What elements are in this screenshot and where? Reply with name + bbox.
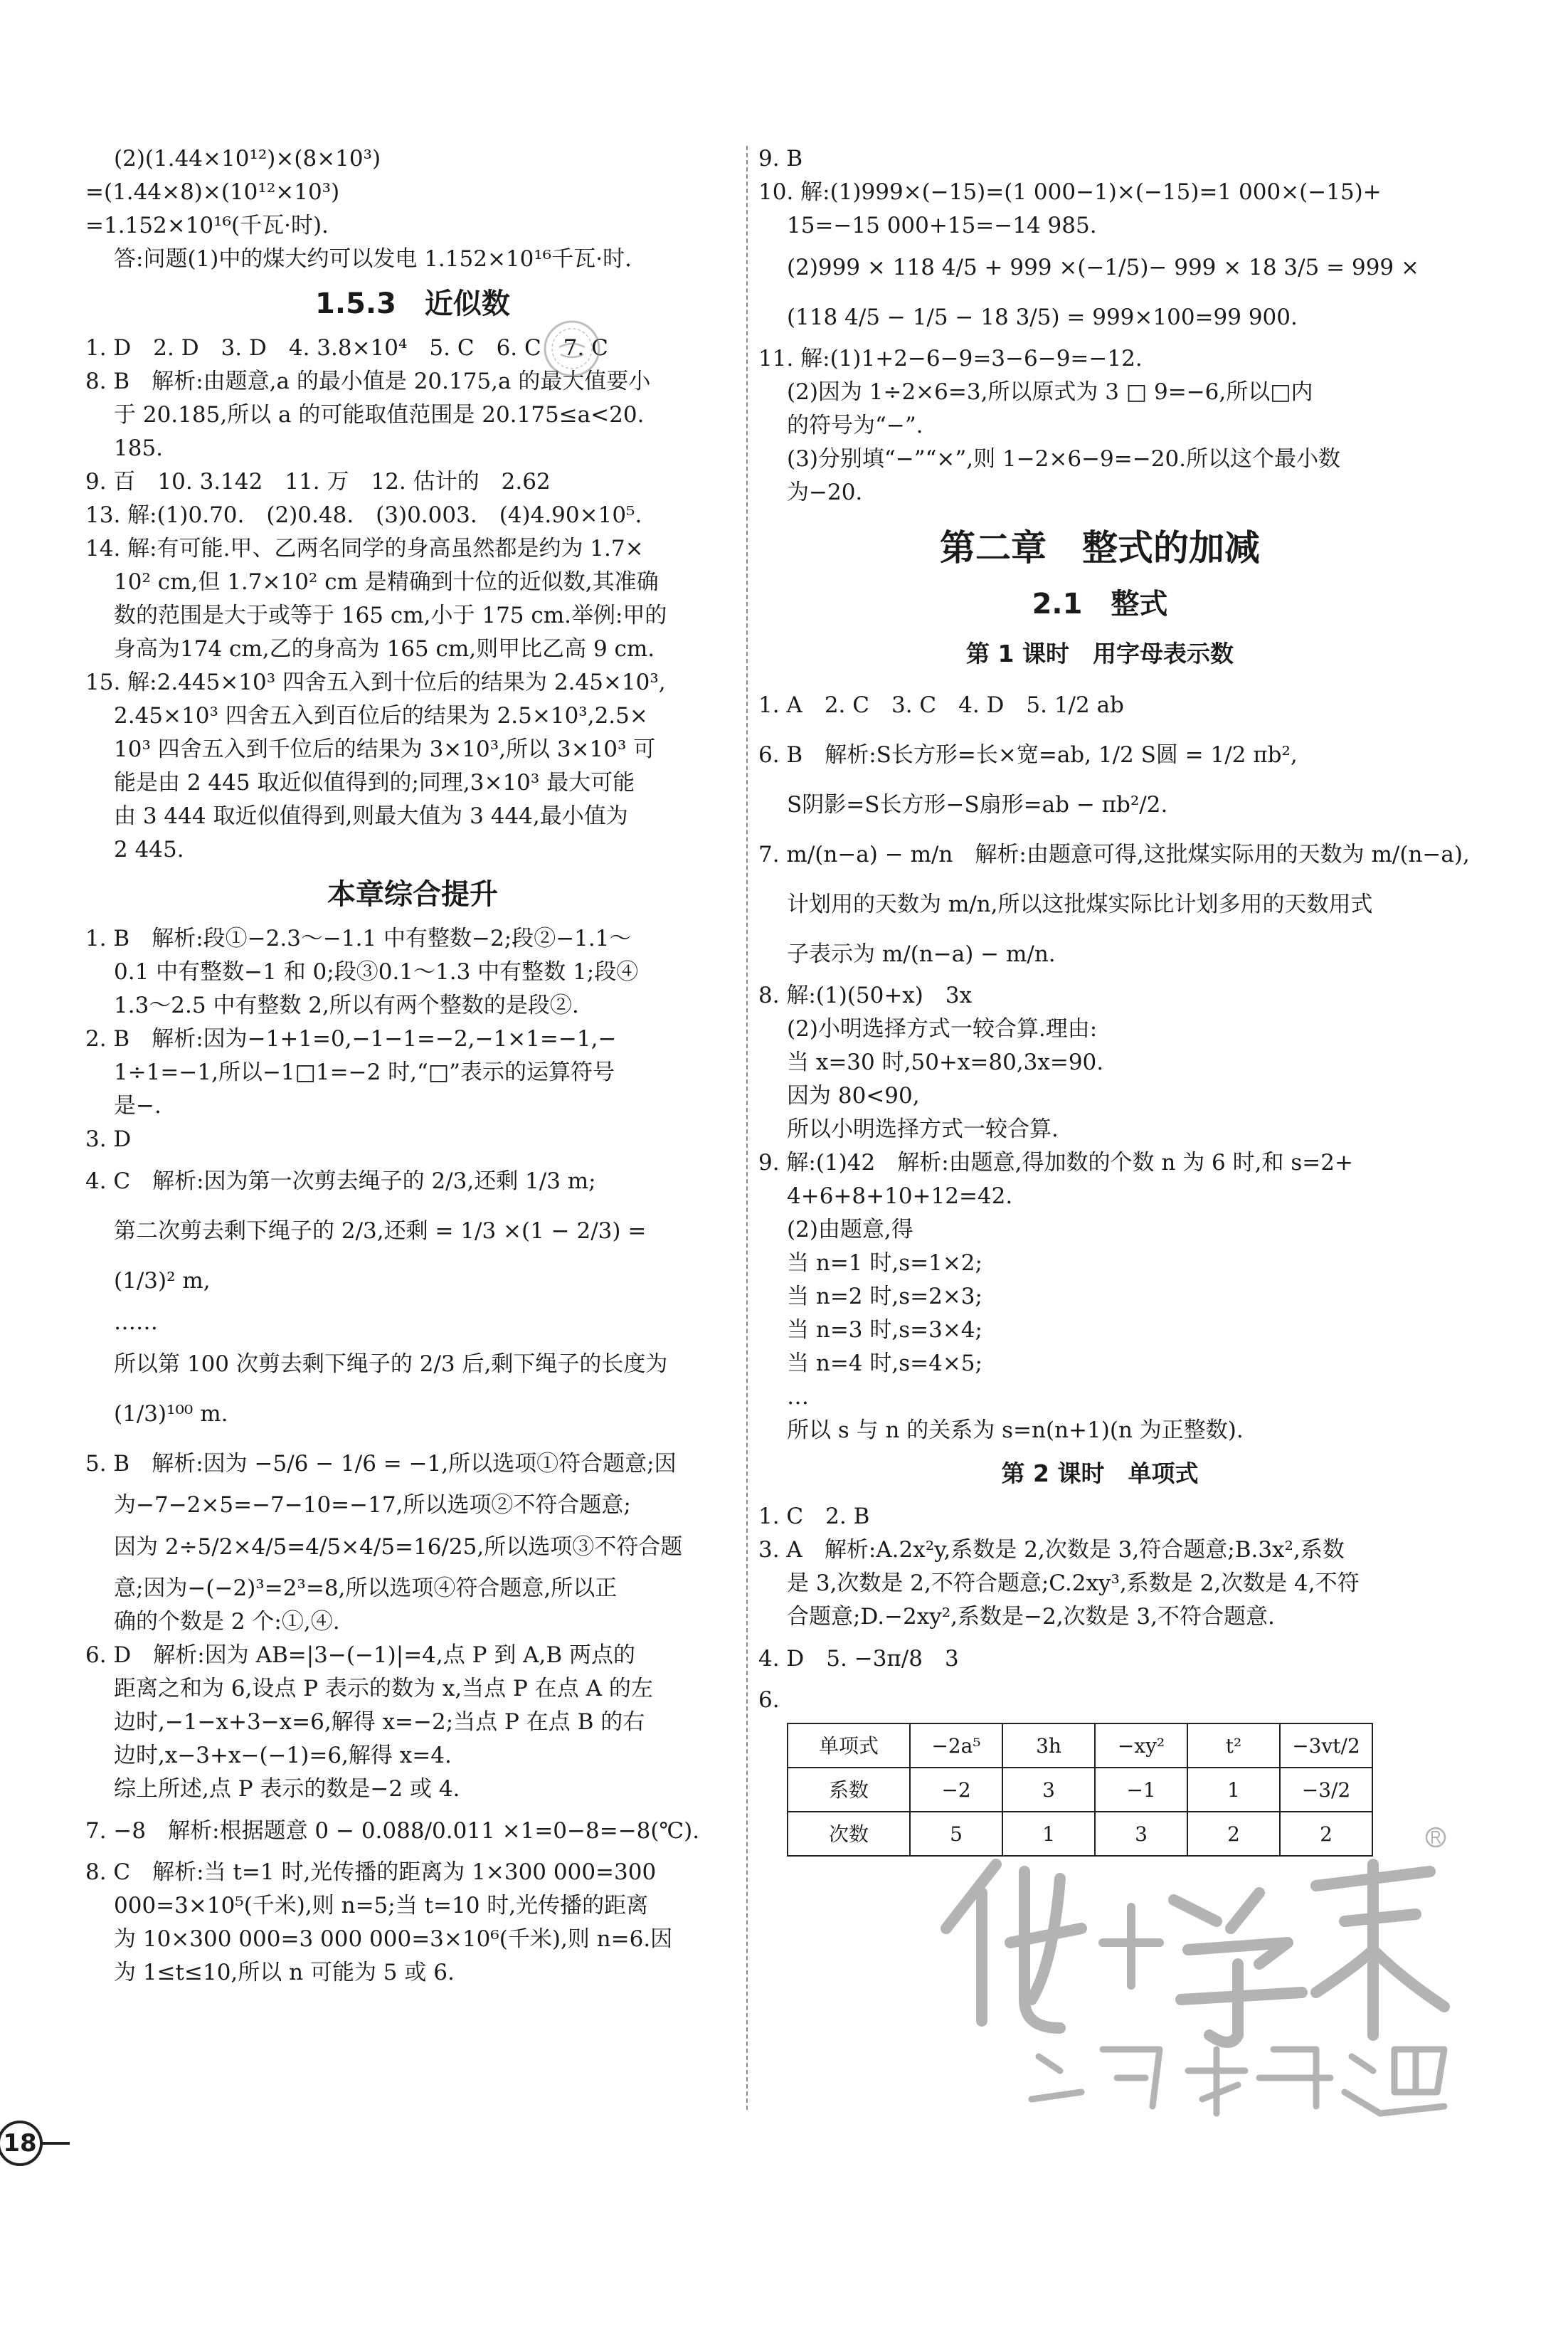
text-line: 因为 80<90, xyxy=(787,1083,920,1109)
text-line: 185. xyxy=(114,435,164,461)
table-cell: −2 xyxy=(910,1768,1002,1812)
section-heading: 1.5.3 近似数 xyxy=(315,287,510,320)
watermark-logo xyxy=(918,1822,1458,2121)
text-line: 边时,x−3+x−(−1)=6,解得 x=4. xyxy=(114,1743,452,1768)
stamp-ring xyxy=(545,322,599,376)
text-line: 当 n=3 时,s=3×4; xyxy=(787,1317,982,1343)
text-line: 综上所述,点 P 表示的数是−2 或 4. xyxy=(114,1776,460,1802)
text-line: (2)(1.44×10¹²)×(8×10³) xyxy=(114,146,381,171)
table-cell: t² xyxy=(1187,1723,1280,1768)
text-line: 3. D xyxy=(85,1126,132,1152)
text-line: 8. 解:(1)(50+x) 3x xyxy=(758,983,973,1008)
text-line: 3. A 解析:A.2x²y,系数是 2,次数是 3,符合题意;B.3x²,系数 xyxy=(758,1537,1345,1563)
text-line: 所以第 100 次剪去剩下绳子的 2/3 后,剩下绳子的长度为 xyxy=(114,1351,668,1377)
text-line: 1. B 解析:段①−2.3～−1.1 中有整数−2;段②−1.1～ xyxy=(85,926,632,951)
table-cell: 3 xyxy=(1095,1812,1187,1856)
text-line: 所以小明选择方式一较合算. xyxy=(787,1116,1059,1142)
text-line: 第二次剪去剩下绳子的 2/3,还剩 = 1/3 ×(1 − 2/3) = xyxy=(114,1218,647,1244)
table-cell: 1 xyxy=(1187,1768,1280,1812)
watermark-glyph xyxy=(1188,2049,1330,2113)
text-line: 14. 解:有可能.甲、乙两名同学的身高虽然都是约为 1.7× xyxy=(85,536,644,561)
text-line: (2)因为 1÷2×6=3,所以原式为 3 □ 9=−6,所以□内 xyxy=(787,379,1313,405)
text-line: 边时,−1−x+3−x=6,解得 x=−2;当点 P 在点 B 的右 xyxy=(114,1709,645,1735)
left-column xyxy=(85,142,740,1990)
lesson-heading: 第 1 课时 用字母表示数 xyxy=(966,640,1234,667)
text-line: 8. B 解析:由题意,a 的最小值是 20.175,a 的最大值要小 xyxy=(85,369,651,394)
registered-mark-r xyxy=(1432,1832,1440,1843)
text-line: 15=−15 000+15=−14 985. xyxy=(787,213,1097,238)
text-line: 000=3×10⁵(千米),则 n=5;当 t=10 时,光传播的距离 xyxy=(114,1893,649,1918)
table-cell: −1 xyxy=(1095,1768,1187,1812)
text-line: 答:问题(1)中的煤大约可以发电 1.152×10¹⁶千瓦·时. xyxy=(114,246,632,272)
text-line: 7. m/(n−a) − m/n 解析:由题意可得,这批煤实际用的天数为 m/(n−a), xyxy=(758,842,1470,867)
text-line: 10. 解:(1)999×(−15)=(1 000−1)×(−15)=1 000×(−15)+ xyxy=(758,179,1382,205)
text-line: 10³ 四舍五入到千位后的结果为 3×10³,所以 3×10³ 可 xyxy=(114,736,656,762)
text-line: 子表示为 m/(n−a) − m/n. xyxy=(787,941,1056,967)
table-cell: 5 xyxy=(910,1812,1002,1856)
text-line: 4+6+8+10+12=42. xyxy=(787,1183,1013,1209)
text-line: (2)小明选择方式一较合算.理由: xyxy=(787,1016,1098,1042)
table-cell: 次数 xyxy=(788,1812,910,1856)
text-line: 9. 解:(1)42 解析:由题意,得加数的个数 n 为 6 时,和 s=2+ xyxy=(758,1150,1353,1176)
text-line: 所以 s 与 n 的关系为 s=n(n+1)(n 为正整数). xyxy=(787,1417,1244,1443)
text-line: 计划用的天数为 m/n,所以这批煤实际比计划多用的天数用式 xyxy=(787,892,1373,917)
text-line: (1/3)² m, xyxy=(114,1268,211,1294)
text-line: 确的个数是 2 个:①,④. xyxy=(114,1609,340,1635)
text-line: 的符号为“−”. xyxy=(787,413,923,438)
stamp-inner-ring xyxy=(552,329,592,369)
table-cell: 单项式 xyxy=(788,1723,910,1768)
table-cell: −3/2 xyxy=(1280,1768,1372,1812)
text-line: …… xyxy=(114,1309,158,1335)
text-line: 当 n=1 时,s=1×2; xyxy=(787,1250,982,1276)
text-line: 0.1 中有整数−1 和 0;段③0.1～1.3 中有整数 1;段④ xyxy=(114,959,639,985)
page-number xyxy=(0,2121,74,2166)
table-cell: −2a⁵ xyxy=(910,1723,1002,1768)
table-row xyxy=(788,1768,1372,1812)
text-line: 因为 2÷5/2×4/5=4/5×4/5=16/25,所以选项③不符合题 xyxy=(114,1534,683,1560)
text-line: 1. D 2. D 3. D 4. 3.8×10⁴ 5. C 6. C 7. C xyxy=(85,335,608,361)
text-line: 合题意;D.−2xy²,系数是−2,次数是 3,不符合题意. xyxy=(787,1604,1275,1630)
text-line: 数的范围是大于或等于 165 cm,小于 175 cm.举例:甲的 xyxy=(114,603,667,628)
text-line: 8. C 解析:当 t=1 时,光传播的距离为 1×300 000=300 xyxy=(85,1859,657,1885)
text-line: (3)分别填“−”“×”,则 1−2×6−9=−20.所以这个最小数 xyxy=(787,446,1341,472)
text-line: =(1.44×8)×(10¹²×10³) xyxy=(85,179,340,205)
text-line: 能是由 2 445 取近似值得到的;同理,3×10³ 最大可能 xyxy=(114,770,635,796)
text-line: 为−20. xyxy=(787,480,863,505)
section-heading: 2.1 整式 xyxy=(1032,588,1168,621)
watermark-glyph xyxy=(1174,1893,1302,2042)
watermark-glyph xyxy=(1032,2049,1160,2106)
section-heading: 本章综合提升 xyxy=(327,878,498,911)
text-line: 4. D 5. −3π/8 3 xyxy=(758,1646,959,1672)
watermark-glyph xyxy=(1103,1907,1160,1985)
text-line: 4. C 解析:因为第一次剪去绳子的 2/3,还剩 1/3 m; xyxy=(85,1168,596,1194)
page-number-rule xyxy=(41,2142,70,2145)
table-cell: 2 xyxy=(1187,1812,1280,1856)
text-line: 为 1≤t≤10,所以 n 可能为 5 或 6. xyxy=(114,1960,455,1985)
text-line: 9. B xyxy=(758,146,803,171)
table-cell: −3vt/2 xyxy=(1280,1723,1372,1768)
text-line: 9. 百 10. 3.142 11. 万 12. 估计的 2.62 xyxy=(85,469,551,495)
right-column xyxy=(758,142,1470,1857)
text-line: 当 x=30 时,50+x=80,3x=90. xyxy=(787,1050,1104,1075)
text-line: 距离之和为 6,设点 P 表示的数为 x,当点 P 在点 A 的左 xyxy=(114,1676,653,1701)
stamp-seal xyxy=(542,319,602,379)
text-line: 6. B 解析:S长方形=长×宽=ab, 1/2 S圆 = 1/2 πb², xyxy=(758,742,1298,768)
table-cell: 系数 xyxy=(788,1768,910,1812)
table-row xyxy=(788,1723,1372,1768)
text-line: 6. D 解析:因为 AB=|3−(−1)|=4,点 P 到 A,B 两点的 xyxy=(85,1642,636,1668)
chapter-heading: 第二章 整式的加减 xyxy=(940,527,1260,569)
text-line: 1. C 2. B xyxy=(758,1504,870,1529)
table-cell: −xy² xyxy=(1095,1723,1187,1768)
column-divider xyxy=(746,146,748,2110)
text-line: 1.3～2.5 中有整数 2,所以有两个整数的是段②. xyxy=(114,993,579,1018)
text-line: (1/3)¹⁰⁰ m. xyxy=(114,1401,228,1427)
page-number-badge: 18 xyxy=(0,2121,43,2166)
text-line: 为−7−2×5=−7−10=−17,所以选项②不符合题意; xyxy=(114,1492,631,1518)
text-line: 为 10×300 000=3 000 000=3×10⁶(千米),则 n=6.因 xyxy=(114,1926,673,1952)
text-line: (2)999 × 118 4/5 + 999 ×(−1/5)− 999 × 18 3/5 = 999 × xyxy=(787,255,1419,280)
lesson-heading: 第 2 课时 单项式 xyxy=(1001,1459,1199,1487)
text-line: … xyxy=(787,1384,809,1410)
stamp-lettering xyxy=(559,344,585,357)
text-line: 1. A 2. C 3. C 4. D 5. 1/2 ab xyxy=(758,692,1124,718)
text-line: 当 n=4 时,s=4×5; xyxy=(787,1351,982,1376)
watermark-glyph xyxy=(1316,1864,1444,2035)
table-cell: 2 xyxy=(1280,1812,1372,1856)
table-cell: 1 xyxy=(1002,1812,1095,1856)
text-line: 2 445. xyxy=(114,837,184,862)
table-cell: 3 xyxy=(1002,1768,1095,1812)
text-line: 当 n=2 时,s=2×3; xyxy=(787,1284,982,1309)
text-line: 10² cm,但 1.7×10² cm 是精确到十位的近似数,其准确 xyxy=(114,569,659,595)
text-line: S阴影=S长方形−S扇形=ab − πb²/2. xyxy=(787,792,1168,818)
text-line: 13. 解:(1)0.70. (2)0.48. (3)0.003. (4)4.90×10⁵. xyxy=(85,502,642,528)
text-line: 是−. xyxy=(114,1093,161,1119)
text-line: 5. B 解析:因为 −5/6 − 1/6 = −1,所以选项①符合题意;因 xyxy=(85,1451,677,1477)
text-line: (118 4/5 − 1/5 − 18 3/5) = 999×100=99 900. xyxy=(787,305,1298,330)
text-line: 身高为174 cm,乙的身高为 165 cm,则甲比乙高 9 cm. xyxy=(114,636,655,662)
text-line: 于 20.185,所以 a 的可能取值范围是 20.175≤a<20. xyxy=(114,402,645,428)
watermark-glyph xyxy=(1345,2049,1444,2113)
table-cell: 3h xyxy=(1002,1723,1095,1768)
text-line: 15. 解:2.445×10³ 四舍五入到十位后的结果为 2.45×10³, xyxy=(85,670,666,695)
text-line: 6. xyxy=(758,1687,780,1713)
text-line: =1.152×10¹⁶(千瓦·时). xyxy=(85,213,329,238)
text-line: 1÷1=−1,所以−1□1=−2 时,“□”表示的运算符号 xyxy=(114,1060,615,1085)
text-line: 7. −8 解析:根据题意 0 − 0.088/0.011 ×1=0−8=−8(℃). xyxy=(85,1818,700,1844)
text-line: 是 3,次数是 2,不符合题意;C.2xy³,系数是 2,次数是 4,不符 xyxy=(787,1570,1360,1596)
text-line: 由 3 444 取近似值得到,则最大值为 3 444,最小值为 xyxy=(114,803,628,829)
watermark-glyph xyxy=(946,1864,1081,2028)
text-line: 11. 解:(1)1+2−6−9=3−6−9=−12. xyxy=(758,346,1143,371)
text-line: 意;因为−(−2)³=2³=8,所以选项④符合题意,所以正 xyxy=(114,1575,618,1601)
text-line: (2)由题意,得 xyxy=(787,1217,913,1242)
text-line: 2.45×10³ 四舍五入到百位后的结果为 2.5×10³,2.5× xyxy=(114,703,648,729)
text-line: 2. B 解析:因为−1+1=0,−1−1=−2,−1×1=−1,− xyxy=(85,1026,617,1052)
